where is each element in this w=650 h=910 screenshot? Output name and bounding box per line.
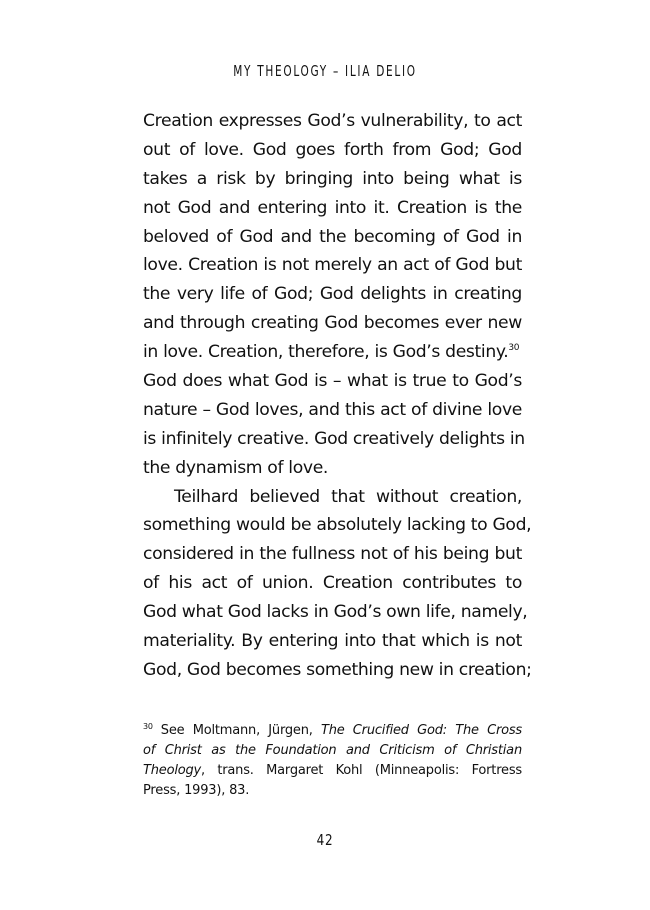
text-line: not God and entering into it. Creation is the — [143, 197, 522, 218]
footnote-number: 30 — [143, 722, 153, 731]
page-number: 42 — [316, 831, 334, 849]
footnote-reference[interactable]: 30 — [508, 343, 520, 354]
text-line: takes a risk by bringing into being what is — [143, 168, 522, 189]
footnote-line: Press, 1993), 83. — [143, 783, 250, 798]
text-line: of his act of union. Creation contributes to — [143, 573, 522, 594]
footnote-line — [143, 717, 522, 741]
text-line: the very life of God; God delights in creating — [143, 284, 522, 305]
text-line: the dynamism of love. — [143, 457, 329, 478]
text-line: is infinitely creative. God creatively delights in — [143, 428, 525, 449]
text-line: considered in the fullness not of his being but — [143, 544, 522, 565]
footnote-title: Theology — [143, 763, 202, 778]
text-line: and through creating God becomes ever new — [143, 313, 522, 334]
body-text — [143, 107, 532, 685]
text-line: materiality. By entering into that which is not — [143, 631, 522, 652]
text-line: Creation expresses God’s vulnerability, to act — [143, 111, 522, 131]
footnote-line — [143, 761, 522, 781]
paragraph-1 — [143, 107, 525, 483]
text-line: beloved of God and the becoming of God in — [143, 226, 522, 247]
footnote-text: , trans. Margaret Kohl (Minneapolis: Fortress — [201, 763, 522, 778]
paragraph-2 — [143, 483, 532, 685]
footnote-text: See Moltmann, Jürgen, — [160, 723, 321, 738]
text-line: something would be absolutely lacking to God, — [143, 515, 532, 536]
footnote — [143, 717, 522, 801]
text-line: Teilhard believed that without creation, — [174, 486, 522, 507]
footnote-title: The Crucified God: The Cross — [320, 723, 522, 738]
text-line: God what God lacks in God’s own life, namely, — [143, 602, 528, 623]
footnote-title: of Christ as the Foundation and Criticism of Christian — [143, 743, 522, 758]
footnote-line — [143, 741, 522, 761]
text-line: in love. Creation, therefore, is God’s destiny. — [143, 342, 509, 363]
text-line: God does what God is – what is true to God’s — [143, 371, 522, 392]
text-line-with-footnote — [143, 338, 522, 367]
text-line: God, God becomes something new in creation; — [143, 659, 532, 680]
running-head: MY THEOLOGY – ILIA DELIO — [233, 62, 417, 80]
text-line: out of love. God goes forth from God; God — [143, 139, 522, 160]
text-line: love. Creation is not merely an act of God but — [143, 255, 522, 276]
text-line: nature – God loves, and this act of divine love — [143, 399, 522, 420]
